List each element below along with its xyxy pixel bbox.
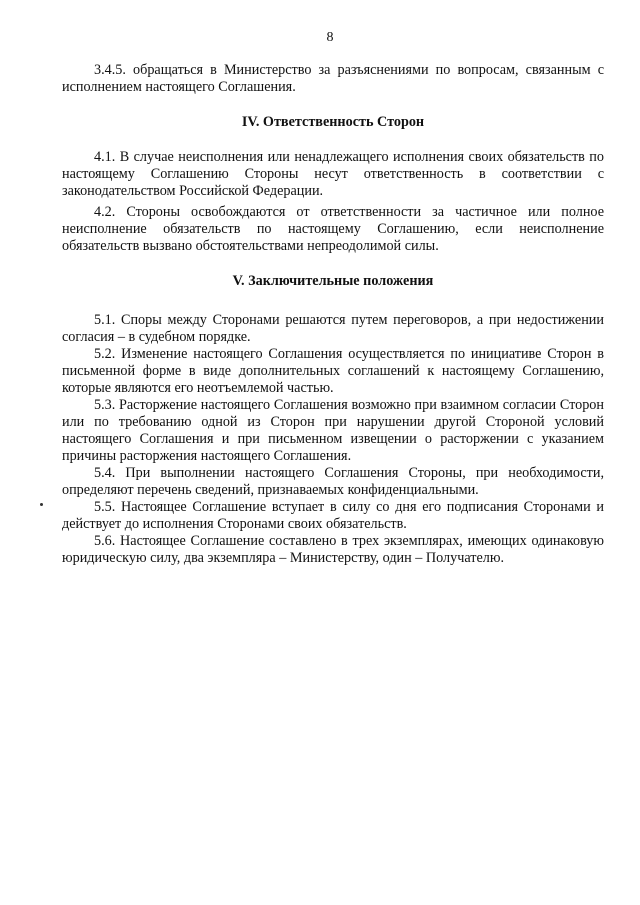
page-number: 8 xyxy=(326,30,334,45)
section-4-title: IV. Ответственность Сторон xyxy=(241,114,425,130)
paragraph-4-2: 4.2. Стороны освобождаются от ответственности за частичное или полное неисполнение обязательств по настоящему Соглашению, если неисполнение обязательств вызвано обстоятельствами непреодолимой силы. xyxy=(62,204,604,254)
paragraph-3-4-5: 3.4.5. обращаться в Министерство за разъяснениями по вопросам, связанным с исполнением настоящего Соглашения. xyxy=(62,62,604,95)
paragraph-5-1: 5.1. Споры между Сторонами решаются путем переговоров, а при недостижении согласия – в судебном порядке. xyxy=(62,312,604,345)
paragraph-5-5: 5.5. Настоящее Соглашение вступает в силу со дня его подписания Сторонами и действует до исполнения Сторонами своих обязательств. xyxy=(62,499,604,532)
paragraph-4-1: 4.1. В случае неисполнения или ненадлежащего исполнения своих обязательств по настоящему Соглашению Стороны несут ответственность в соответствии с законодательством Российской Федерации. xyxy=(62,149,604,199)
section-5-title: V. Заключительные положения xyxy=(232,273,434,289)
scan-speck xyxy=(40,503,43,506)
paragraph-5-6: 5.6. Настоящее Соглашение составлено в трех экземплярах, имеющих одинаковую юридическую силу, два экземпляра – Министерству, один – Получателю. xyxy=(62,533,604,566)
paragraph-5-4: 5.4. При выполнении настоящего Соглашения Стороны, при необходимости, определяют перечень сведений, признаваемых конфиденциальными. xyxy=(62,465,604,498)
paragraph-5-3: 5.3. Расторжение настоящего Соглашения возможно при взаимном согласии Сторон или по требованию одной из Сторон при нарушении другой Стороной условий настоящего Соглашения и при письменном извещении о расторжении с указанием причины расторжения настоящего Соглашения. xyxy=(62,397,604,464)
paragraph-5-2: 5.2. Изменение настоящего Соглашения осуществляется по инициативе Сторон в письменной форме в виде дополнительных соглашений к настоящему Соглашению, которые являются его неотъемлемой частью. xyxy=(62,346,604,396)
document-body xyxy=(62,62,604,567)
